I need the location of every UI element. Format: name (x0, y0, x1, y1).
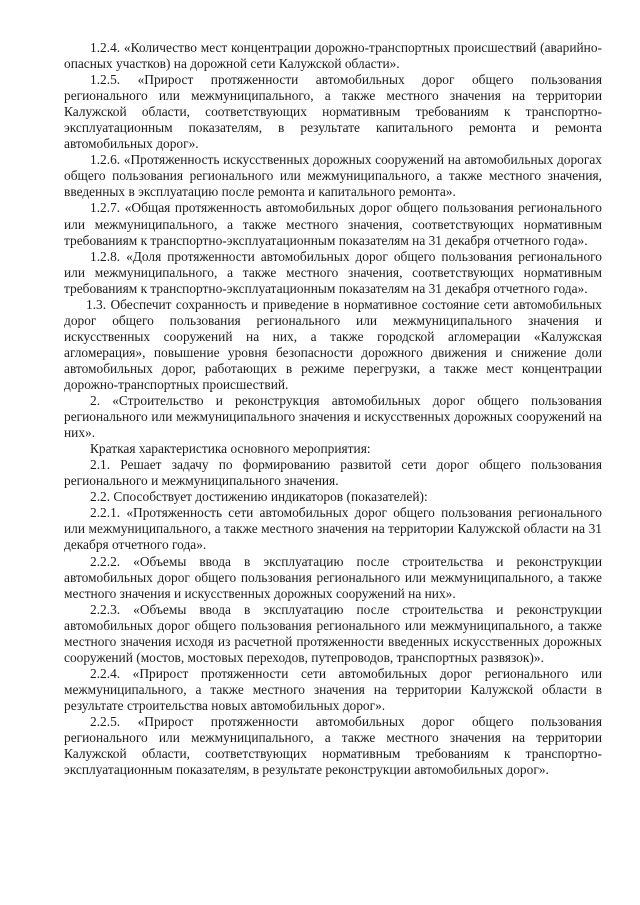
paragraph-1-3: 1.3. Обеспечит сохранность и приведение в нормативное состояние сети автомобильных дорог общего пользования регионального или межмуниципального значения и искусственных сооружений на них, а также городской агломерации «Калужская агломерация», повышение уровня безопасности дорожного движения и снижение доли автомобильных дорог, работающих в режиме перегрузки, а также мест концентрации дорожно-транспортных происшествий. (64, 296, 602, 392)
paragraph-summary-heading: Краткая характеристика основного мероприятия: (90, 441, 371, 457)
document-page (64, 40, 602, 778)
paragraph-2-2-3: 2.2.3. «Объемы ввода в эксплуатацию после строительства и реконструкции автомобильных дорог общего пользования регионального или межмуниципального, а также местного значения исходя из расчетной протяженности введенных искусственных дорожных сооружений (мостов, мостовых переходов, путепроводов, транспортных развязок)». (64, 601, 602, 665)
paragraph-1-2-8: 1.2.8. «Доля протяженности автомобильных дорог общего пользования регионального или межмуниципального, а также местного значения, соответствующих нормативным требованиям к транспортно-эксплуатационным показателям на 31 декабря отчетного года». (64, 248, 602, 296)
paragraph-2-1: 2.1. Решает задачу по формированию развитой сети дорог общего пользования регионального и межмуниципального значения. (64, 457, 602, 489)
paragraph-2: 2. «Строительство и реконструкция автомобильных дорог общего пользования регионального или межмуниципального значения и искусственных дорожных сооружений на них». (64, 393, 602, 441)
paragraph-2-2: 2.2. Способствует достижению индикаторов (показателей): (90, 489, 428, 505)
paragraph-2-2-4: 2.2.4. «Прирост протяженности сети автомобильных дорог регионального или межмуниципального, а также местного значения на территории Калужской области в результате строительства новых автомобильных дорог». (64, 665, 602, 713)
paragraph-2-2-1: 2.2.1. «Протяженность сети автомобильных дорог общего пользования регионального или межмуниципального, а также местного значения на территории Калужской области на 31 декабря отчетного года». (64, 505, 602, 553)
paragraph-1-2-4: 1.2.4. «Количество мест концентрации дорожно-транспортных происшествий (аварийно-опасных участков) на дорожной сети Калужской области». (64, 40, 602, 72)
paragraph-1-2-7: 1.2.7. «Общая протяженность автомобильных дорог общего пользования регионального или межмуниципального, а также местного значения, соответствующих нормативным требованиям к транспортно-эксплуатационным показателям на 31 декабря отчетного года». (64, 200, 602, 248)
paragraph-1-2-5: 1.2.5. «Прирост протяженности автомобильных дорог общего пользования регионального или межмуниципального, а также местного значения на территории Калужской области, соответствующих нормативным требованиям к транспортно-эксплуатационным показателям, в результате капитального ремонта и ремонта автомобильных дорог». (64, 72, 602, 152)
paragraph-2-2-2: 2.2.2. «Объемы ввода в эксплуатацию после строительства и реконструкции автомобильных дорог общего пользования регионального или межмуниципального, а также местного значения и искусственных дорожных сооружений на них». (64, 553, 602, 601)
paragraph-2-2-5: 2.2.5. «Прирост протяженности автомобильных дорог общего пользования регионального или межмуниципального, а также местного значения на территории Калужской области, соответствующих нормативным требованиям к транспортно-эксплуатационным показателям, в результате реконструкции автомобильных дорог». (64, 713, 602, 778)
paragraph-1-2-6: 1.2.6. «Протяженность искусственных дорожных сооружений на автомобильных дорогах общего пользования регионального или межмуниципального, а также местного значения, введенных в эксплуатацию после ремонта и капитального ремонта». (64, 152, 602, 200)
